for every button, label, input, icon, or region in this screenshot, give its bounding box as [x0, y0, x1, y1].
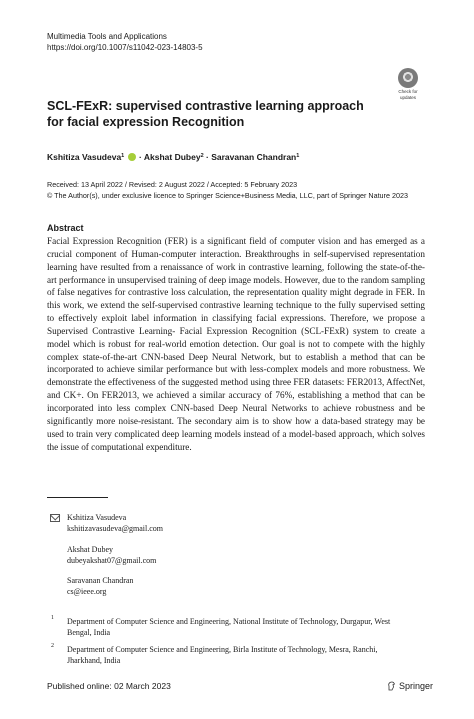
contact-email[interactable]: cs@ieee.org [67, 587, 107, 596]
author-separator: · [138, 152, 142, 162]
springer-horse-icon [387, 681, 396, 691]
author-affil: 1 [296, 153, 300, 159]
footnote-affiliation-line: Department of Computer Science and Engineering, Birla Institute of Technology, Mesra, Ranchi, [67, 645, 378, 654]
contact-name: Akshat Dubey [67, 545, 113, 554]
contact-email[interactable]: kshitizavasudeva@gmail.com [67, 524, 164, 533]
author-separator: · [206, 152, 209, 162]
author-name[interactable]: Saravanan Chandran [211, 152, 297, 162]
author-affil: 2 [200, 153, 204, 159]
badge-label-2: updates [399, 95, 416, 100]
journal-name: Multimedia Tools and Applications [47, 32, 167, 41]
footnote-rule [47, 497, 108, 498]
check-for-updates-icon [398, 68, 418, 88]
badge-label-1: Check for [398, 89, 418, 94]
paper-title: SCL-FExR: supervised contrastive learning approach for facial expression Recognition [47, 99, 364, 129]
orcid-icon[interactable] [128, 153, 136, 161]
publisher-logo[interactable] [387, 680, 433, 692]
abstract-body: Facial Expression Recognition (FER) is a significant field of computer vision and has emerged as a crucial component of Human-computer interaction. Breakthroughs in self-supervised representation learning have resulted from a renaissance of work in contrastive learning, following the state-of-the-art performance in unsupervised training of deep image models. However, due to the random sampling of false negatives for contrastive loss calculation, the representation quality might degrade in FER. In this work, we extend the self-supervised contrastive learning technique to the fully supervised setting to effectively exploit label information in classifying facial expressions. Therefore, we propose a Supervised Contrastive Learning- Facial Expression Recognition (SCL-FExR) system to create a model which is robust for real-world emotion detection. Our goal is not to compete with the highly complex state-of-the-art CNN-based Deep Neural Network, but to establish a method that can be incorporated to achieve similar performance but with less-complex models and more robustness. We demonstrate the effectiveness of the suggested method using three FER datasets: FER2013, AffectNet, and CK+. On FER2013, we achieved a similar accuracy of 76%, establishing a method that can be incorporated into less complex CNN-based Deep Neural Networks to achieve robustness and be significantly more noise-resistant. The secondary aim is to show how a data-based strategy may be used to train very complicated deep learning models instead of a model-based approach, which solves the issue of computational expenditure. [47, 236, 425, 452]
author-affil: 1 [121, 153, 125, 159]
author-name[interactable]: Kshitiza Vasudeva [47, 152, 122, 162]
contact-email[interactable]: dubeyakshat07@gmail.com [67, 556, 157, 565]
envelope-icon [50, 514, 60, 522]
contact-name: Saravanan Chandran [67, 576, 134, 585]
author-name[interactable]: Akshat Dubey [143, 152, 201, 162]
abstract-heading: Abstract [47, 223, 84, 233]
footnote-affiliation-line: Department of Computer Science and Engineering, National Institute of Technology, Durgapur, West [67, 617, 391, 626]
check-for-updates-badge[interactable] [393, 68, 423, 98]
footnote-number: 1 [51, 615, 54, 621]
doi-link[interactable]: https://doi.org/10.1007/s11042-023-14803-5 [47, 43, 203, 52]
contact-name: Kshitiza Vasudeva [67, 513, 127, 522]
publication-dates: Received: 13 April 2022 / Revised: 2 August 2022 / Accepted: 5 February 2023 [47, 180, 298, 189]
published-online-date: Published online: 02 March 2023 [47, 681, 171, 691]
copyright-licence: © The Author(s), under exclusive licence to Springer Science+Business Media, LLC, part of Springer Nature 2023 [47, 191, 408, 200]
footnote-affiliation-line: Jharkhand, India [67, 656, 121, 665]
author-list [47, 150, 299, 163]
publisher-name: Springer [399, 681, 434, 691]
footnote-affiliation-line: Bengal, India [67, 628, 111, 637]
footnote-number: 2 [51, 643, 54, 649]
